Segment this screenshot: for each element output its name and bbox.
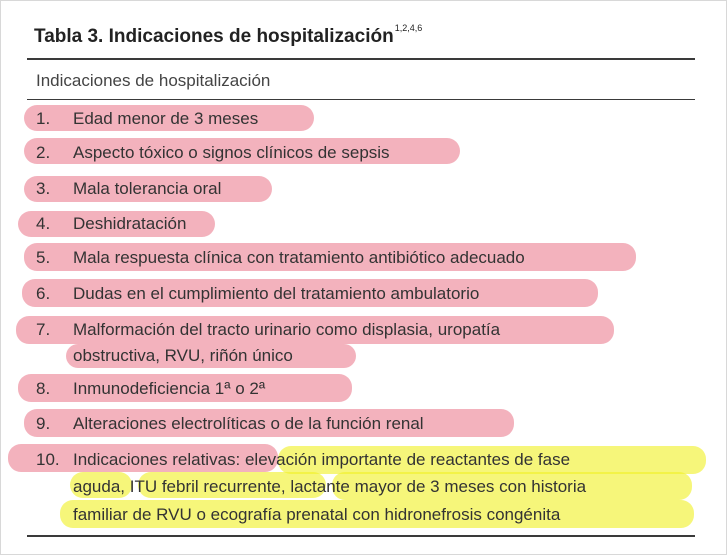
- item-number: 2.: [36, 143, 51, 162]
- table-title: [34, 22, 423, 48]
- item-text: Indicaciones relativas: elevación importante de reactantes de fase: [73, 450, 571, 469]
- item-number: 10.: [36, 450, 60, 469]
- bottom-rule: [27, 535, 695, 537]
- item-number: 7.: [36, 320, 51, 339]
- item-text: Edad menor de 3 meses: [73, 109, 259, 128]
- item-text: Aspecto tóxico o signos clínicos de sepsis: [73, 143, 390, 162]
- column-header: Indicaciones de hospitalización: [36, 71, 271, 90]
- item-number: 5.: [36, 248, 51, 267]
- item-text: Mala respuesta clínica con tratamiento antibiótico adecuado: [73, 248, 525, 267]
- item-number: 3.: [36, 179, 51, 198]
- title-references: 1,2,4,6: [394, 22, 423, 33]
- item-text: Deshidratación: [73, 214, 187, 233]
- item-text-continued: obstructiva, RVU, riñón único: [73, 346, 293, 365]
- item-number: 1.: [36, 109, 51, 128]
- item-text: Mala tolerancia oral: [73, 179, 222, 198]
- item-number: 4.: [36, 214, 51, 233]
- item-text: Inmunodeficiencia 1ª o 2ª: [73, 379, 266, 398]
- item-number: 8.: [36, 379, 51, 398]
- header-rule: [27, 99, 695, 100]
- item-text: Malformación del tracto urinario como displasia, uropatía: [73, 320, 501, 339]
- top-rule: [27, 58, 695, 60]
- item-text-continued: familiar de RVU o ecografía prenatal con hidronefrosis congénita: [73, 505, 561, 524]
- item-text: Alteraciones electrolíticas o de la función renal: [73, 414, 424, 433]
- item-text-continued: aguda, ITU febril recurrente, lactante mayor de 3 meses con historia: [73, 477, 587, 496]
- item-number: 6.: [36, 284, 51, 303]
- table-title-text: Tabla 3. Indicaciones de hospitalización: [34, 26, 394, 47]
- item-text: Dudas en el cumplimiento del tratamiento ambulatorio: [73, 284, 480, 303]
- item-number: 9.: [36, 414, 51, 433]
